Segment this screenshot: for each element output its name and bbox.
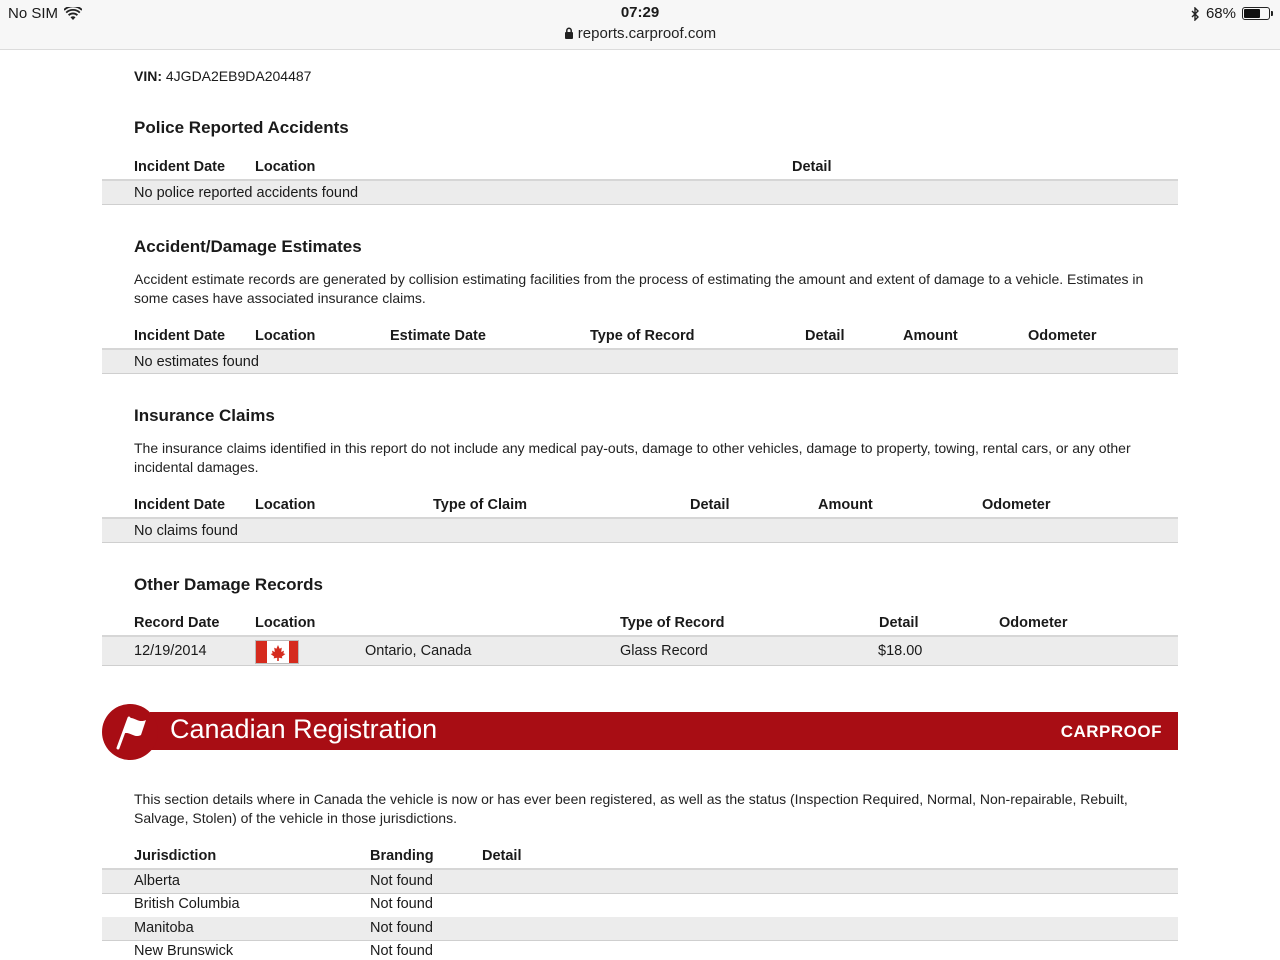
col-incident-date: Incident Date <box>134 328 226 344</box>
branding: Not found <box>370 896 433 912</box>
table-row <box>102 870 1178 894</box>
empty-message: No police reported accidents found <box>134 185 359 201</box>
jurisdiction: Manitoba <box>134 920 194 936</box>
col-detail: Detail <box>879 615 919 631</box>
col-location: Location <box>255 615 316 631</box>
vin-line <box>134 68 311 84</box>
empty-message: No claims found <box>134 523 238 539</box>
registration-banner-badge <box>102 704 158 760</box>
device-status <box>1191 5 1270 22</box>
claims-header <box>102 497 1178 519</box>
jurisdiction: New Brunswick <box>134 943 234 959</box>
police-accidents-title: Police Reported Accidents <box>134 118 349 137</box>
status-bar <box>0 0 1280 50</box>
table-row <box>102 181 1178 205</box>
branding: Not found <box>370 943 433 959</box>
jurisdiction: British Columbia <box>134 896 240 912</box>
vin-label: VIN: <box>134 68 162 84</box>
registration-title: Canadian Registration <box>170 714 438 744</box>
col-odometer: Odometer <box>1028 328 1097 344</box>
branding: Not found <box>370 873 433 889</box>
estimates-description: Accident estimate records are generated by collision estimating facilities from the process of estimating the amount and extent of damage to a vehicle. Estimates in some cases have associated insurance claims. <box>134 271 1144 306</box>
col-type-of-record: Type of Record <box>590 328 695 344</box>
col-record-date: Record Date <box>134 615 220 631</box>
col-detail: Detail <box>792 159 832 175</box>
record-type: Glass Record <box>620 643 708 659</box>
estimates-header <box>102 328 1178 350</box>
estimates-title: Accident/Damage Estimates <box>134 237 362 256</box>
col-amount: Amount <box>903 328 958 344</box>
col-detail: Detail <box>482 848 522 864</box>
empty-message: No estimates found <box>134 354 259 370</box>
col-location: Location <box>255 497 316 513</box>
table-row <box>102 917 1178 941</box>
col-incident-date: Incident Date <box>134 497 226 513</box>
col-estimate-date: Estimate Date <box>390 328 486 344</box>
police-accidents-header <box>102 159 1178 181</box>
jurisdiction: Alberta <box>134 873 180 889</box>
registration-header <box>102 848 1178 870</box>
col-incident-date: Incident Date <box>134 159 226 175</box>
col-odometer: Odometer <box>999 615 1068 631</box>
col-jurisdiction: Jurisdiction <box>134 848 217 864</box>
table-row <box>102 350 1178 374</box>
vin-value: 4JGDA2EB9DA204487 <box>165 68 312 84</box>
registration-description: This section details where in Canada the vehicle is now or has ever been registered, as well as the status (Inspection Required, Normal, Non-repairable, Rebuilt, Salvage, Stolen) of the vehicle in those jurisdictions. <box>134 791 1128 826</box>
col-type-of-claim: Type of Claim <box>433 497 527 513</box>
carproof-logo: CARPROOF <box>1060 722 1162 741</box>
battery-level <box>1244 9 1260 18</box>
col-location: Location <box>255 159 316 175</box>
table-row <box>102 941 1178 960</box>
other-damage-title: Other Damage Records <box>134 575 323 594</box>
other-damage-header <box>102 615 1178 637</box>
table-row <box>102 637 1178 666</box>
flag-icon <box>102 704 158 760</box>
record-date: 12/19/2014 <box>134 643 207 659</box>
col-amount: Amount <box>818 497 873 513</box>
battery-percent: 68% <box>1205 5 1236 22</box>
col-odometer: Odometer <box>982 497 1051 513</box>
carrier-label: No SIM <box>8 5 59 22</box>
col-type-of-record: Type of Record <box>620 615 725 631</box>
col-detail: Detail <box>805 328 845 344</box>
bluetooth-icon <box>1191 7 1200 21</box>
lock-icon <box>564 27 574 39</box>
claims-title: Insurance Claims <box>134 406 275 425</box>
table-row <box>102 519 1178 543</box>
battery-icon <box>1242 7 1270 20</box>
col-location: Location <box>255 328 316 344</box>
branding: Not found <box>370 920 433 936</box>
address-bar[interactable] <box>0 25 1280 42</box>
clock: 07:29 <box>620 4 660 21</box>
record-location: Ontario, Canada <box>365 643 472 659</box>
col-detail: Detail <box>690 497 730 513</box>
table-row <box>102 894 1178 918</box>
col-branding: Branding <box>370 848 434 864</box>
canada-flag-icon <box>255 640 299 664</box>
record-detail: $18.00 <box>878 643 923 659</box>
claims-description: The insurance claims identified in this report do not include any medical pay-outs, damage to other vehicles, damage to property, towing, rental cars, or any other incidental damages. <box>134 440 1131 475</box>
url-text: reports.carproof.com <box>577 25 717 42</box>
